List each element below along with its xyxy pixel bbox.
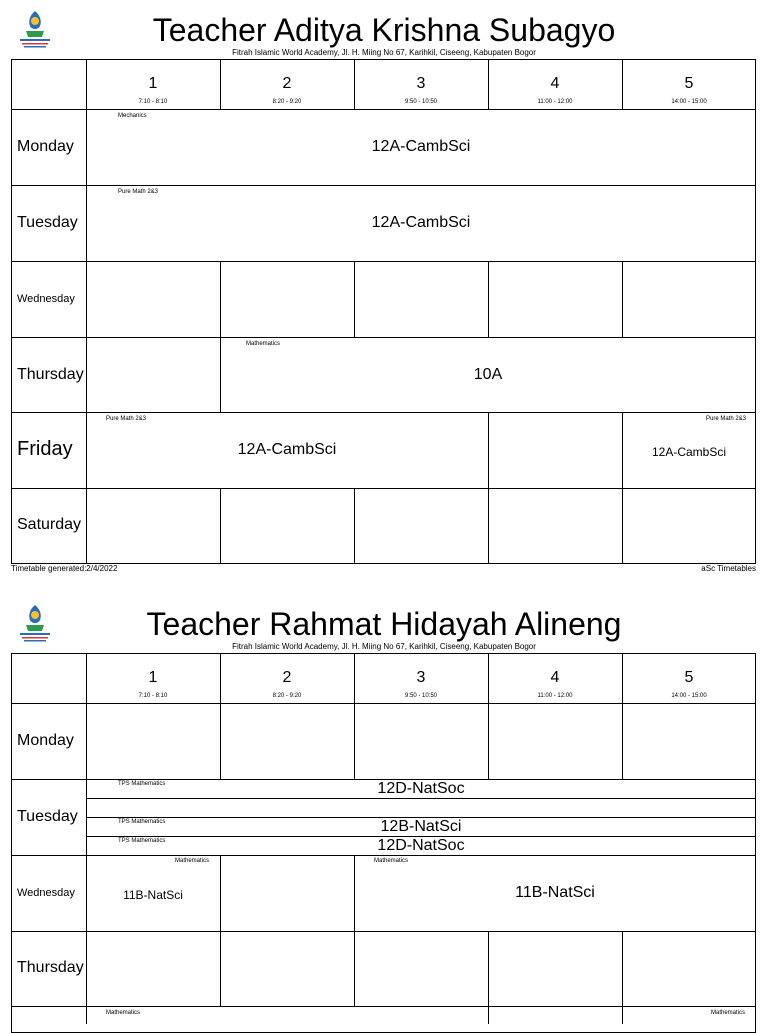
day-label-monday: Monday	[17, 732, 74, 749]
lesson-class: 12A-CambSci	[651, 445, 727, 459]
lesson-subject: TPS Mathematics	[118, 819, 166, 825]
lesson-subject: Pure Math 2&3	[118, 189, 159, 195]
day-label-friday: Friday	[17, 438, 73, 460]
period-number: 2	[282, 75, 292, 92]
day-label-tuesday: Tuesday	[17, 808, 78, 825]
period-number: 3	[416, 669, 426, 686]
lesson-subject: Mathematics	[106, 1010, 141, 1016]
period-number: 2	[282, 669, 292, 686]
period-number: 5	[684, 75, 694, 92]
period-time: 8:20 - 9:20	[272, 693, 302, 699]
lesson-subject: TPS Mathematics	[118, 781, 166, 787]
period-number: 1	[148, 75, 158, 92]
lesson-class: 10A	[473, 366, 503, 383]
lesson-class: 12B-NatSci	[380, 818, 462, 835]
period-time: 11:00 - 12:00	[537, 693, 573, 699]
period-time: 8:20 - 9:20	[272, 99, 302, 105]
footer-generated: Timetable generated:2/4/2022	[11, 564, 118, 573]
lesson-subject: Pure Math 2&3	[106, 416, 147, 422]
lesson-subject: Mathematics	[374, 858, 409, 864]
lesson-subject: Pure Math 2&3	[706, 416, 747, 422]
lesson-class: 12A-CambSci	[237, 441, 337, 458]
period-number: 4	[550, 669, 560, 686]
day-label-wednesday: Wednesday	[17, 887, 75, 899]
lesson-subject: Mathematics	[175, 858, 210, 864]
lesson-class: 11B-NatSci	[515, 884, 595, 901]
day-label-thursday: Thursday	[17, 959, 84, 976]
page-title: Teacher Aditya Krishna Subagyo	[152, 12, 616, 48]
page-title: Teacher Rahmat Hidayah Alineng	[146, 606, 622, 642]
period-number: 1	[148, 669, 158, 686]
period-time: 7:10 - 8:10	[138, 99, 168, 105]
day-label-saturday: Saturday	[17, 516, 82, 533]
school-address: Fitrah Islamic World Academy, Jl. H. Miing No 67, Karihkil, Ciseeng, Kabupaten Bogor	[232, 48, 536, 57]
lesson-class: 12A-CambSci	[371, 214, 471, 231]
day-label-thursday: Thursday	[17, 366, 84, 383]
lesson-subject: Mathematics	[246, 341, 281, 347]
period-time: 14:00 - 15:00	[671, 693, 707, 699]
period-time: 7:10 - 8:10	[138, 693, 168, 699]
period-time: 14:00 - 15:00	[671, 99, 707, 105]
lesson-subject: TPS Mathematics	[118, 838, 166, 844]
day-label-monday: Monday	[17, 138, 74, 155]
school-address: Fitrah Islamic World Academy, Jl. H. Miing No 67, Karihkil, Ciseeng, Kabupaten Bogor	[232, 642, 536, 651]
lesson-subject: Mechanics	[118, 113, 147, 119]
period-number: 3	[416, 75, 426, 92]
day-label-tuesday: Tuesday	[17, 214, 78, 231]
period-number: 5	[684, 669, 694, 686]
lesson-class: 11B-NatSci	[123, 888, 183, 902]
lesson-subject: Mathematics	[711, 1010, 746, 1016]
period-number: 4	[550, 75, 560, 92]
period-time: 9:50 - 10:50	[404, 693, 438, 699]
lesson-class: 12A-CambSci	[371, 138, 471, 155]
period-time: 9:50 - 10:50	[404, 99, 438, 105]
lesson-class: 12D-NatSoc	[377, 837, 465, 854]
day-label-wednesday: Wednesday	[17, 293, 75, 305]
footer-brand: aSc Timetables	[701, 564, 756, 573]
lesson-class: 12D-NatSoc	[377, 780, 465, 797]
period-time: 11:00 - 12:00	[537, 99, 573, 105]
